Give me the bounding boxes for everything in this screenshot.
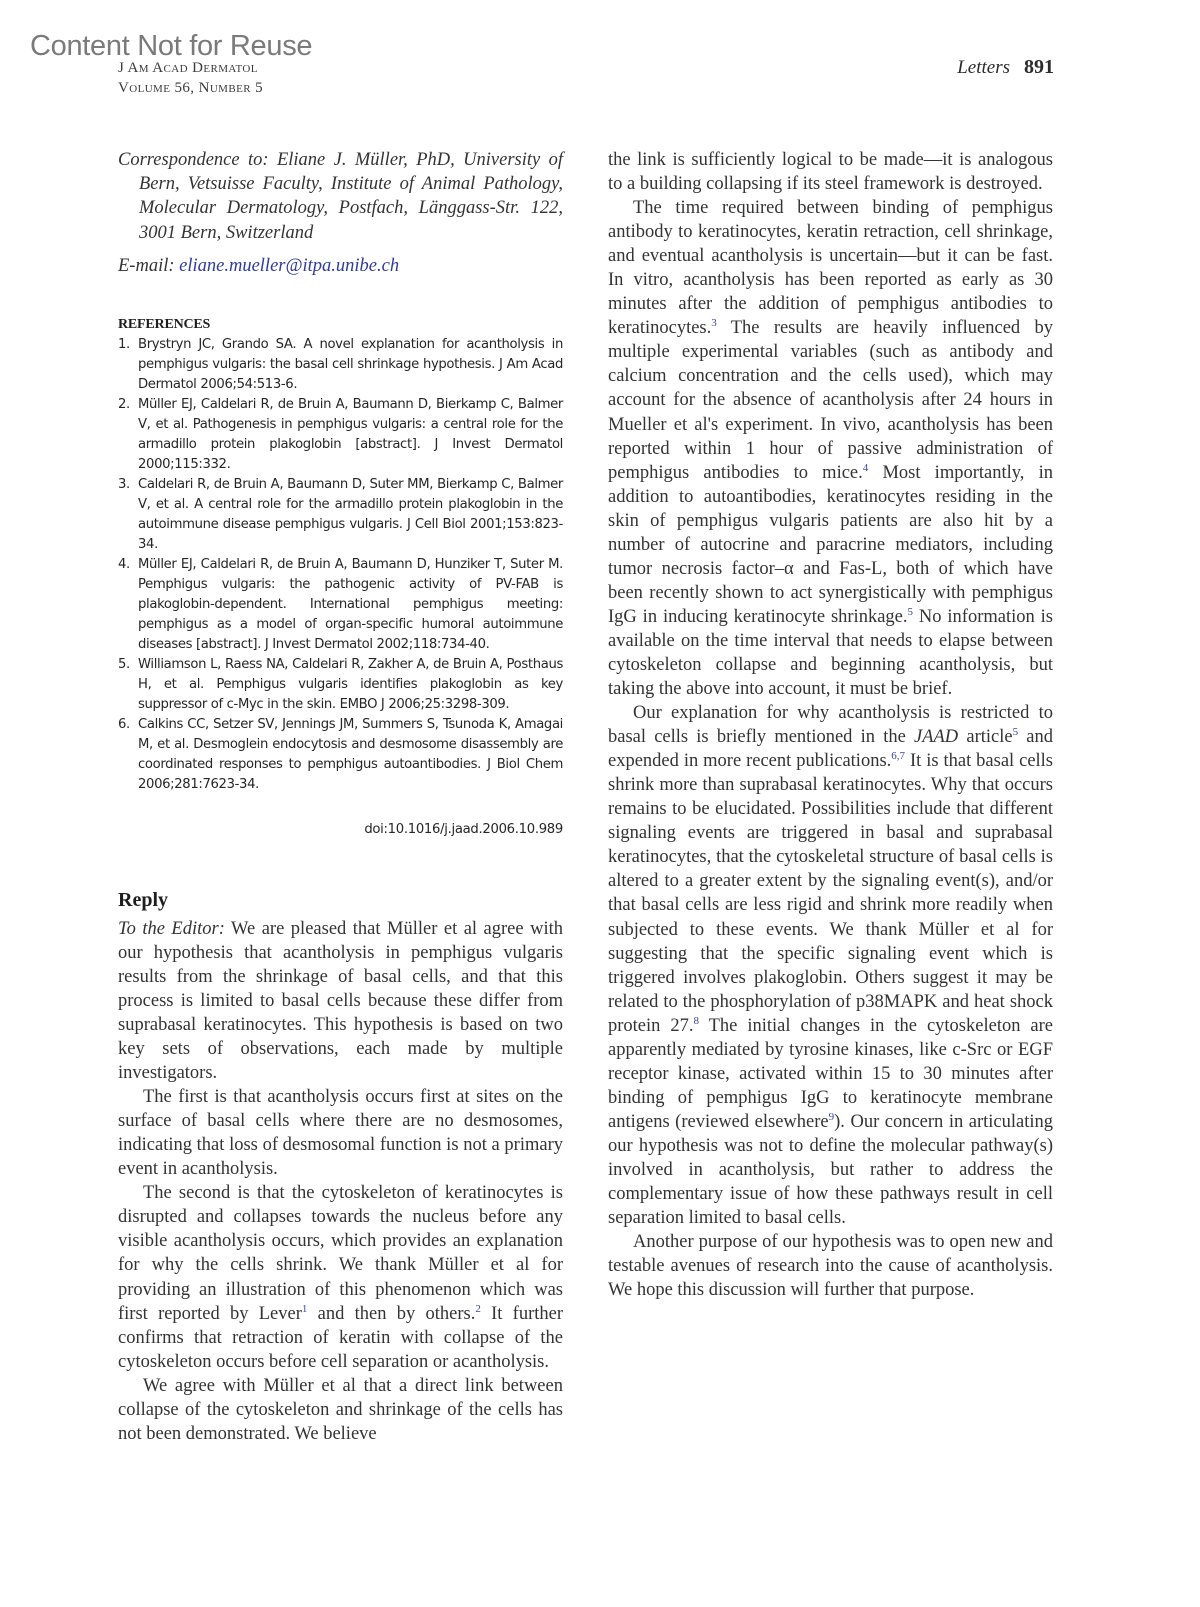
page-number: 891	[1024, 56, 1054, 78]
reply-paragraph-4-continued: the link is sufficiently logical to be made—it is analogous to a building collapsing if its steel framework is destroyed.	[608, 150, 1053, 195]
journal-volume: Volume 56, Number 5	[118, 80, 263, 96]
citation-link[interactable]: 6,7	[891, 750, 906, 763]
reply-paragraph-1: To the Editor: We are pleased that Müller et al agree with our hypothesis that acantholysis in pemphigus vulgaris results from the shrinkage of basal cells, and that this process is limited to basal cells because these differ from suprabasal keratinocytes. This hypothesis is based on two key sets of observations, each made by multiple investigators.	[118, 918, 563, 1084]
reply-paragraph-2: The first is that acantholysis occurs first at sites on the surface of basal cells where there are no desmosomes, indicating that loss of desmosomal function is not a primary event in acantholysis.	[118, 1087, 563, 1180]
reference-item: 1. Brystryn JC, Grando SA. A novel explanation for acantholysis in pemphigus vulgaris: the basal cell shrinkage hypothesis. J Am Acad Dermatol 2006;54:513-6.	[118, 336, 563, 392]
journal-name: J Am Acad Dermatol	[118, 60, 258, 76]
correspondence-address: Correspondence to: Eliane J. Müller, PhD, University of Bern, Vetsuisse Faculty, Institute of Animal Pathology, Molecular Dermatology, Postfach, Länggass-Str. 122, 3001 Bern, Switzerland	[118, 150, 563, 243]
reference-item: 3. Caldelari R, de Bruin A, Baumann D, Suter MM, Bierkamp C, Balmer V, et al. A central role for the armadillo protein plakoglobin in the autoimmune disease pemphigus vulgaris. J Cell Biol 2001;153:823-34.	[118, 476, 563, 552]
citation-link[interactable]: 1	[301, 1302, 308, 1315]
reference-item: 6. Calkins CC, Setzer SV, Jennings JM, Summers S, Tsunoda K, Amagai M, et al. Desmoglein endocytosis and desmosome disassembly are coordinated responses to pemphigus autoantibodies. J Biol Chem 2006;281:7623-34.	[118, 716, 563, 792]
citation-link[interactable]: 5	[1012, 726, 1019, 739]
reply-paragraph-7: Another purpose of our hypothesis was to open new and testable avenues of research into the cause of acantholysis. We hope this discussion will further that purpose.	[608, 1232, 1053, 1301]
citation-link[interactable]: 3	[711, 317, 717, 330]
right-column	[608, 148, 1053, 1302]
citation-link[interactable]: 2	[475, 1302, 481, 1315]
citation-link[interactable]: 4	[862, 461, 869, 474]
reply-heading: Reply	[118, 888, 168, 911]
reference-item: 2. Müller EJ, Caldelari R, de Bruin A, Baumann D, Bierkamp C, Balmer V, et al. Pathogenesis in pemphigus vulgaris: a central role for the armadillo protein plakoglobin [abstract]. J Invest Dermatol 2000;115:332.	[118, 396, 563, 472]
doi: doi:10.1016/j.jaad.2006.10.989	[364, 821, 563, 837]
reference-item: 4. Müller EJ, Caldelari R, de Bruin A, Baumann D, Hunziker T, Suter M. Pemphigus vulgaris: the pathogenic activity of PV-FAB is plakoglobin-dependent. International pemphigus meeting: pemphigus as a model of organ-specific humoral autoimmune diseases [abstract]. J Invest Dermatol 2002;118:734-40.	[118, 556, 563, 652]
running-head-journal	[118, 58, 263, 98]
reply-paragraph-5: The time required between binding of pemphigus antibody to keratinocytes, keratin retraction, cell shrinkage, and eventual acantholysis is uncertain—but it can be fast. In vitro, acantholysis has been reported as early as 30 minutes after the addition of pemphigus antibodies to keratinocytes.$^3$ The results are heavily influenced by multiple experimental variables (such as antibody and calcium concentration and the cells used), which may account for the absence of acantholysis after 24 hours in Mueller et al's experiment. In vivo, acantholysis has been reported within 1 hour of passive administration of pemphigus antibodies to mice.$^4$ Most importantly, in addition to autoantibodies, keratinocytes residing in the skin of pemphigus vulgaris patients are also hit by a number of autocrine and paracrine mediators, including tumor necrosis factor–α and Fas-L, both of which have been recently shown to act synergistically with pemphigus IgG in inducing keratinocyte shrinkage.$^5$ No information is available on the time interval that needs to elapse between cytoskeleton collapse and beginning acantholysis, but taking the above into account, it must be brief.	[608, 198, 1054, 700]
email-label: E-mail:	[118, 255, 175, 276]
references-list	[118, 335, 563, 795]
journal-abbrev: JAAD	[914, 727, 959, 748]
reply-paragraph-6: Our explanation for why acantholysis is restricted to basal cells is briefly mentioned in the JAAD article$^5$ and expended in more recent publications.$^{6,7}$ It is that basal cells shrink more than suprabasal keratinocytes. Why that occurs remains to be elucidated. Possibilities include that different signaling events are triggered in basal and suprabasal keratinocytes, that the cytoskeletal structure of basal cells is altered to a greater extent by the signaling event(s), and/or that basal cells are less rigid and shrink more readily when subjected to these events. We thank Müller et al for suggesting that the specific signaling event which is triggered involves plakoglobin. Others suggest it may be related to the phosphorylation of p38MAPK and heat shock protein 27.$^8$ The initial changes in the cytoskeleton are apparently mediated by tyrosine kinases, like c-Src or EGF receptor kinase, activated within 15 to 30 minutes after binding of pemphigus IgG to keratinocyte membrane antigens (reviewed elsewhere$^9$). Our concern in articulating our hypothesis was not to define the molecular pathway(s) involved in acantholysis, but rather to address the complementary issue of how these pathways result in cell separation limited to basal cells.	[608, 703, 1054, 1229]
left-column	[118, 148, 563, 1446]
reply-paragraph-4: We agree with Müller et al that a direct link between collapse of the cytoskeleton and shrinkage of the cells has not been demonstrated. We believe	[118, 1375, 563, 1444]
references-heading: REFERENCES	[118, 316, 211, 332]
citation-link[interactable]: 9	[828, 1110, 835, 1123]
section-name: Letters	[957, 57, 1010, 78]
reply-paragraph-3: The second is that the cytoskeleton of keratinocytes is disrupted and collapses towards the nucleus before any visible acantholysis occurs, which provides an explanation for why the cells shrink. We thank Müller et al for providing an illustration of this phenomenon which was first reported by Lever$^1$ and then by others.$^2$ It further confirms that retraction of keratin with collapse of the cytoskeleton occurs before cell separation or acantholysis.	[118, 1183, 563, 1372]
salutation: To the Editor:	[118, 918, 225, 939]
reference-item: 5. Williamson L, Raess NA, Caldelari R, Zakher A, de Bruin A, Posthaus H, et al. Pemphigus vulgaris identifies plakoglobin as key suppressor of c-Myc in the skin. EMBO J 2006;25:3298-309.	[118, 656, 563, 712]
citation-link[interactable]: 5	[907, 605, 913, 618]
email-line	[118, 254, 563, 278]
email-link[interactable]: eliane.mueller@itpa.unibe.ch	[179, 255, 400, 276]
watermark: Content Not for Reuse	[30, 30, 313, 62]
citation-link[interactable]: 8	[693, 1014, 699, 1027]
running-head-page	[957, 56, 1054, 79]
